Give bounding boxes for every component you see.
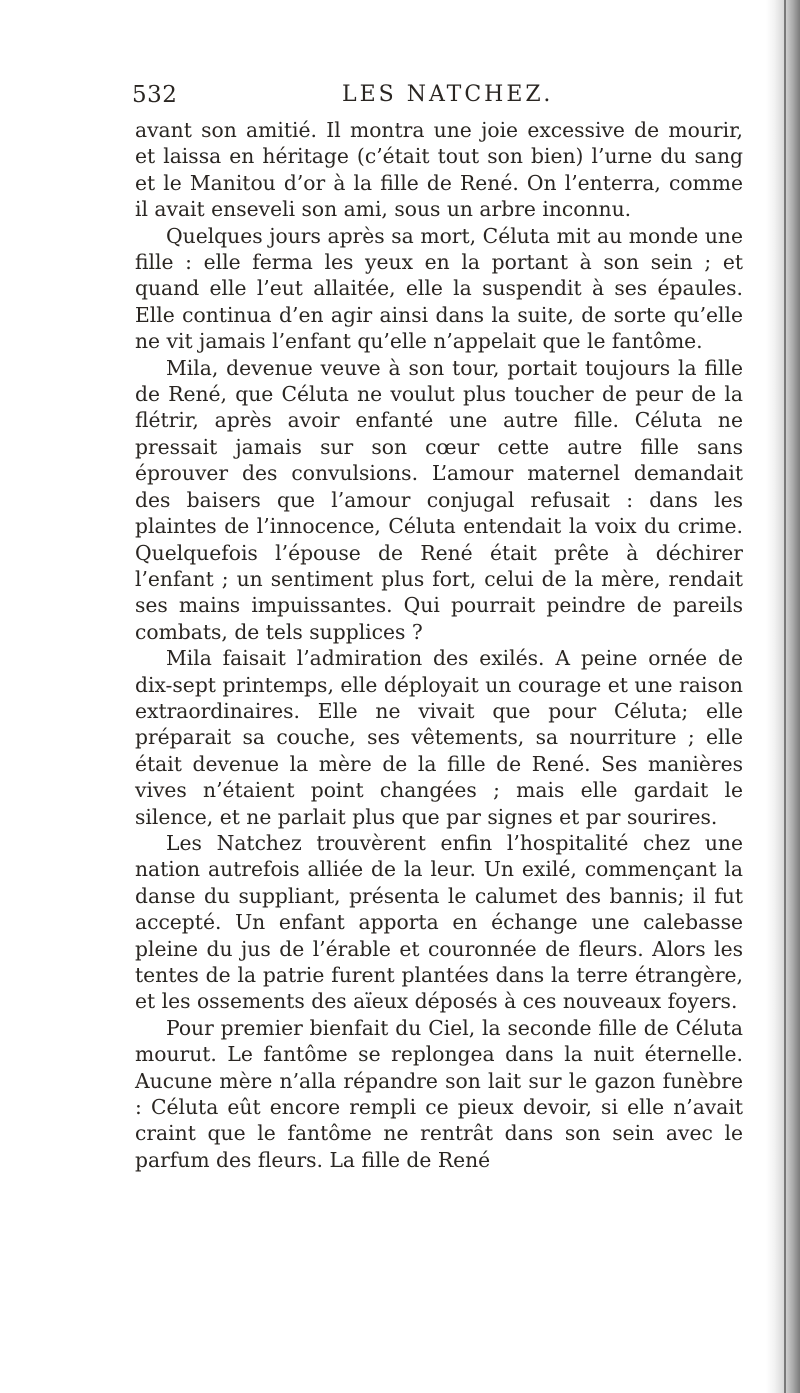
running-title: LES NATCHEZ. xyxy=(342,82,554,107)
paragraph: Les Natchez trouvèrent enfin l’hospitalité chez une nation autrefois alliée de la leur. Un exilé, commençant la danse du suppliant, présenta le calumet des bannis; il fut accepté. Un enfant apporta en échange une calebasse pleine du jus de l’érable et couronnée de fleurs. Alors les tentes de la patrie furent plantées dans la terre étrangère, et les ossements des aïeux déposés à ces nouveaux foyers. xyxy=(135,830,743,1014)
paragraph: Mila, devenue veuve à son tour, portait toujours la fille de René, que Céluta ne voulut plus toucher de peur de la flétrir, après avoir enfanté une autre fille. Céluta ne pressait jamais sur son cœur cette autre fille sans éprouver des convulsions. L’amour maternel demandait des baisers que l’amour conjugal refusait : dans les plaintes de l’innocence, Céluta entendait la voix du crime. Quelquefois l’épouse de René était prête à déchirer l’enfant ; un sentiment plus fort, celui de la mère, rendait ses mains impuissantes. Qui pourrait peindre de pareils combats, de tels supplices ? xyxy=(135,355,743,644)
body-text xyxy=(135,117,743,1173)
page-number: 532 xyxy=(132,82,178,108)
page-edge-line xyxy=(784,0,786,1393)
paragraph: Pour premier bienfait du Ciel, la seconde fille de Céluta mourut. Le fantôme se replongea dans la nuit éternelle. Aucune mère n’alla répandre son lait sur le gazon funèbre : Céluta eût encore rempli ce pieux devoir, si elle n’avait craint que le fantôme ne rentrât dans son sein avec le parfum des fleurs. La fille de René xyxy=(135,1015,743,1172)
page-edge-shadow xyxy=(766,0,800,1393)
paragraph: Mila faisait l’admiration des exilés. A peine ornée de dix-sept printemps, elle déployait un courage et une raison extraordinaires. Elle ne vivait que pour Céluta; elle préparait sa couche, ses vêtements, sa nourriture ; elle était devenue la mère de la fille de René. Ses manières vives n’étaient point changées ; mais elle gardait le silence, et ne parlait plus que par signes et par sourires. xyxy=(135,646,743,829)
paragraph: avant son amitié. Il montra une joie excessive de mourir, et laissa en héritage (c’était tout son bien) l’urne du sang et le Manitou d’or à la fille de René. On l’enterra, comme il avait enseveli son ami, sous un arbre inconnu. xyxy=(135,118,743,222)
paragraph: Quelques jours après sa mort, Céluta mit au monde une fille : elle ferma les yeux en la portant à son sein ; et quand elle l’eut allaitée, elle la suspendit à ses épaules. Elle continua d’en agir ainsi dans la suite, de sorte qu’elle ne vit jamais l’enfant qu’elle n’appelait que le fantôme. xyxy=(135,223,743,354)
page-header xyxy=(132,82,732,118)
